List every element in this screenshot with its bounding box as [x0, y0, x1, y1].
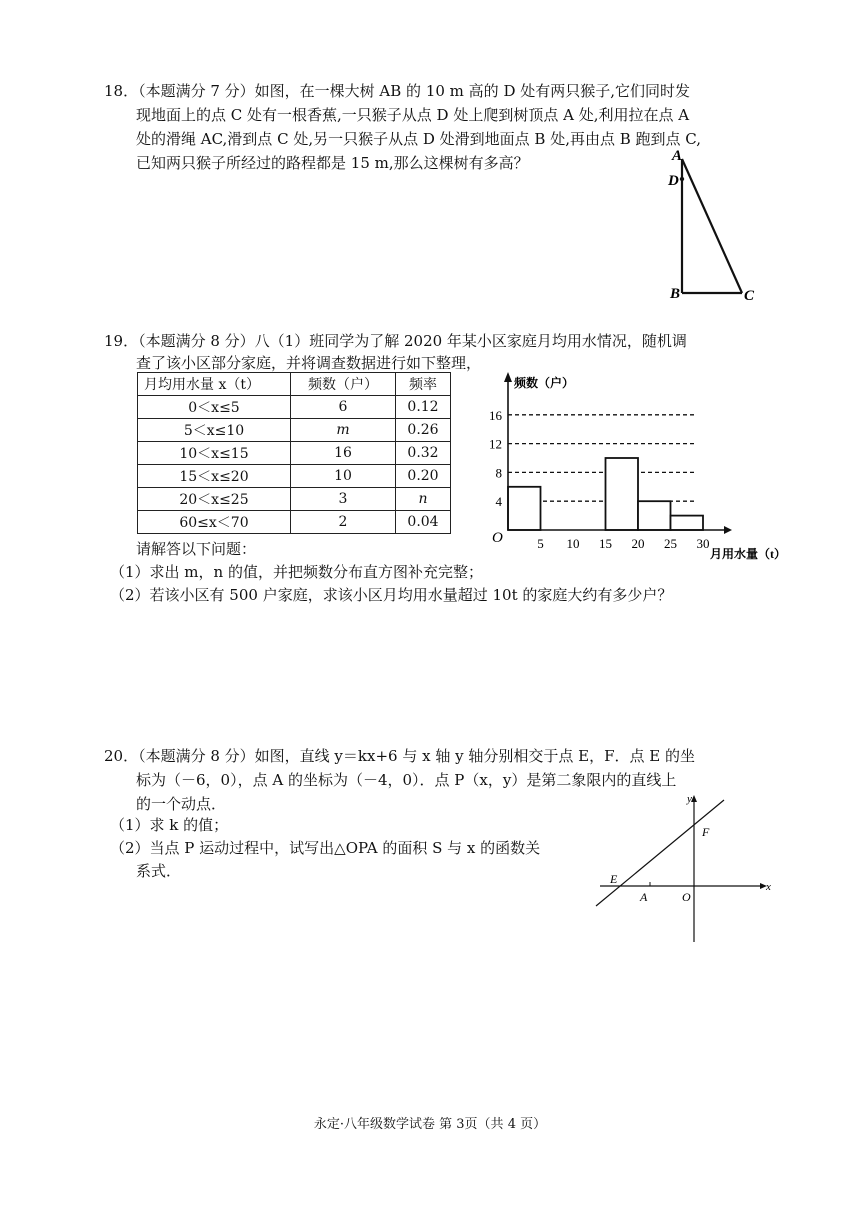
q20-sub-1: （1）求 k 的值； [110, 816, 229, 834]
table-cell: 16 [291, 442, 396, 465]
q18-line-3: 处的滑绳 AC,滑到点 C 处,另一只猴子从点 D 处滑到地面点 B 处,再由点 B 跑到点 C, [136, 130, 702, 148]
histogram-y-tick-label: 12 [489, 436, 502, 452]
table-cell: 0.26 [396, 419, 451, 442]
q19-sub-2: （2）若该小区有 500 户家庭，求该小区月均用水量超过 10t 的家庭大约有多少户？ [110, 586, 673, 604]
line-ef [596, 800, 724, 906]
q20-coordinate-figure [592, 790, 782, 950]
label-b: B [670, 286, 681, 302]
table-cell: 20＜x≤25 [138, 488, 291, 511]
table-cell: 0.04 [396, 511, 451, 534]
histogram-x-label: 月用水量（t） [710, 547, 786, 561]
fig-label-x: x [766, 881, 771, 893]
frequency-table [137, 372, 451, 534]
table-cell: n [396, 488, 451, 511]
q20-line-1: 20．（本题满分 8 分）如图，直线 y＝kx+6 与 x 轴 y 轴分别相交于点 E，F．点 E 的坐 [104, 747, 695, 765]
page-footer: 永定·八年级数学试卷 第 3页（共 4 页） [313, 1117, 547, 1132]
table-cell: 3 [291, 488, 396, 511]
q19-line-2: 查了该小区部分家庭，并将调查数据进行如下整理， [136, 354, 482, 372]
rope-ac-line [682, 159, 742, 293]
table-row [138, 511, 451, 534]
fig-label-y: y [687, 793, 692, 805]
histogram-y-arrow [504, 372, 512, 382]
table-cell: 60≤x＜70 [138, 511, 291, 534]
table-cell: m [291, 419, 396, 442]
table-cell: 0＜x≤5 [138, 396, 291, 419]
histogram-y-tick-label: 4 [495, 494, 502, 510]
q19-line-1: 19．（本题满分 8 分）八（1）班同学为了解 2020 年某小区家庭月均用水情况，随机调 [104, 332, 687, 350]
histogram-x-arrow [724, 526, 732, 534]
q18-line-1: 18．（本题满分 7 分）如图，在一棵大树 AB 的 10 m 高的 D 处有两只猴子,它们同时发 [104, 82, 691, 100]
table-cell: 10＜x≤15 [138, 442, 291, 465]
histogram-y-tick-label: 8 [495, 465, 502, 481]
label-d: D [668, 173, 679, 189]
histogram-x-tick-label: 15 [599, 536, 612, 551]
q18-line-4: 已知两只猴子所经过的路程都是 15 m,那么这棵树有多高？ [136, 154, 529, 172]
label-a: A [672, 148, 683, 164]
table-cell: 15＜x≤20 [138, 465, 291, 488]
table-cell: 0.20 [396, 465, 451, 488]
histogram-x-ticks [537, 536, 709, 551]
header-frequency-rate: 频率 [396, 373, 451, 396]
q20-line-2: 标为（－6，0），点 A 的坐标为（－4，0）．点 P（x，y）是第二象限内的直线上 [136, 771, 677, 789]
histogram-bar [638, 501, 671, 530]
table-row [138, 465, 451, 488]
q18-tree-figure [660, 145, 770, 305]
histogram-y-tick-label: 16 [489, 407, 502, 423]
histogram-y-ticks [489, 408, 503, 509]
q20-line-3: 的一个动点． [136, 795, 227, 813]
histogram-x-tick-label: 10 [566, 536, 580, 551]
histogram-bar [508, 487, 541, 530]
fig-label-o: O [682, 890, 691, 904]
table-row [138, 442, 451, 465]
fig-label-e: E [610, 872, 618, 886]
histogram-x-tick-label: 30 [696, 536, 710, 551]
table-cell: 2 [291, 511, 396, 534]
table-cell: 0.32 [396, 442, 451, 465]
histogram-y-label: 频数（户） [514, 376, 575, 390]
histogram-chart [470, 370, 790, 570]
fig-label-a: A [640, 890, 648, 904]
histogram-origin-label: O [492, 530, 503, 546]
table-cell: 5＜x≤10 [138, 419, 291, 442]
q18-line-2: 现地面上的点 C 处有一根香蕉,一只猴子从点 D 处上爬到树顶点 A 处,利用拉在点 A [136, 106, 690, 124]
table-row [138, 488, 451, 511]
header-water-usage: 月均用水量 x（t） [138, 373, 291, 396]
table-row [138, 396, 451, 419]
table-row [138, 419, 451, 442]
histogram-bars [508, 458, 703, 530]
histogram-x-tick-label: 20 [631, 536, 645, 551]
fig-label-f: F [702, 825, 710, 839]
table-cell: 6 [291, 396, 396, 419]
header-frequency-count: 频数（户） [291, 373, 396, 396]
table-cell: 10 [291, 465, 396, 488]
histogram-x-tick-label: 25 [664, 536, 677, 551]
q19-sub-1: （1）求出 m，n 的值，并把频数分布直方图补充完整； [110, 563, 483, 581]
label-c: C [744, 288, 755, 304]
y-axis-arrow [691, 795, 697, 802]
point-d [680, 177, 684, 181]
table-header-row [138, 373, 451, 396]
q20-sub-2-line-1: （2）当点 P 运动过程中，试写出△OPA 的面积 S 与 x 的函数关 [110, 839, 541, 857]
q20-sub-2-line-2: 系式． [136, 862, 182, 880]
table-cell: 0.12 [396, 396, 451, 419]
q19-after-table: 请解答以下问题： [136, 540, 257, 558]
histogram-x-tick-label: 5 [537, 536, 544, 551]
histogram-bar [671, 516, 704, 530]
histogram-bar [606, 458, 639, 530]
